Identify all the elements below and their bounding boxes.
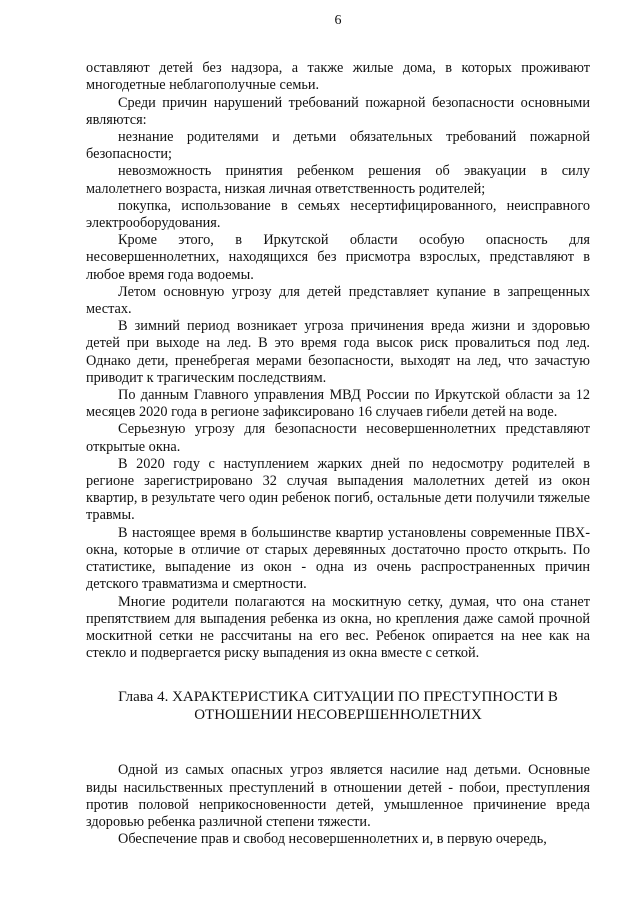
- paragraph: Многие родители полагаются на москитную сетку, думая, что она станет препятствием для выпадения ребенка из окна, но крепления даже самой прочной москитной сетки не рассчитаны на его вес. Ребенок опирается на нее как на стекло и подвергается риску выпадения из окна вместе с сеткой.: [86, 593, 590, 662]
- paragraph: В зимний период возникает угроза причинения вреда жизни и здоровью детей при выходе на лед. В это время года высок риск провалиться под лед. Однако дети, пренебрегая мерами безопасности, выходят на лед, что зачастую приводит к трагическим последствиям.: [86, 318, 590, 386]
- paragraph: Среди причин нарушений требований пожарной безопасности основными являются:: [86, 94, 590, 128]
- paragraph: В настоящее время в большинстве квартир установлены современные ПВХ-окна, которые в отличие от старых деревянных достаточно просто открыть. По статистике, выпадение из окон - одна из очень распространенных причин детского травматизма и смертности.: [86, 524, 590, 593]
- chapter-heading-line-1: Глава 4. ХАРАКТЕРИСТИКА СИТУАЦИИ ПО ПРЕСТУПНОСТИ В: [118, 689, 558, 706]
- chapter-heading: [86, 688, 590, 724]
- paragraph: оставляют детей без надзора, а также жилые дома, в которых проживают многодетные неблагополучные семьи.: [86, 60, 590, 94]
- chapter-heading-line-2: ОТНОШЕНИИ НЕСОВЕРШЕННОЛЕТНИХ: [194, 707, 482, 724]
- body-text-top: [86, 60, 590, 662]
- paragraph: незнание родителями и детьми обязательных требований пожарной безопасности;: [86, 129, 590, 163]
- paragraph: Летом основную угрозу для детей представляет купание в запрещенных местах.: [86, 283, 590, 318]
- paragraph: По данным Главного управления МВД России по Иркутской области за 12 месяцев 2020 года в регионе зафиксировано 16 случаев гибели детей на воде.: [86, 387, 590, 421]
- page-number: 6: [334, 13, 342, 28]
- paragraph: Обеспечение прав и свобод несовершеннолетних и, в первую очередь,: [118, 831, 547, 848]
- paragraph: невозможность принятия ребенком решения об эвакуации в силу малолетнего возраста, низкая личная ответственность родителей;: [86, 163, 590, 197]
- paragraph: Кроме этого, в Иркутской области особую опасность для несовершеннолетних, находящихся без присмотра взрослых, представляют в любое время года водоемы.: [86, 232, 590, 283]
- paragraph: Серьезную угрозу для безопасности несовершеннолетних представляют открытые окна.: [86, 421, 590, 455]
- body-text-bottom: [86, 762, 590, 848]
- paragraph: В 2020 году с наступлением жарких дней по недосмотру родителей в регионе зарегистрировано 32 случая выпадения малолетних детей из окон квартир, в результате чего один ребенок погиб, остальные дети получили тяжелые травмы.: [86, 455, 590, 524]
- paragraph: покупка, использование в семьях несертифицированного, неисправного электрооборудования.: [86, 197, 590, 232]
- paragraph: Одной из самых опасных угроз является насилие над детьми. Основные виды насильственных преступлений в отношении детей - побои, преступления против половой неприкосновенности детей, умышленное причинение вреда здоровью ребенка различной степени тяжести.: [86, 762, 590, 830]
